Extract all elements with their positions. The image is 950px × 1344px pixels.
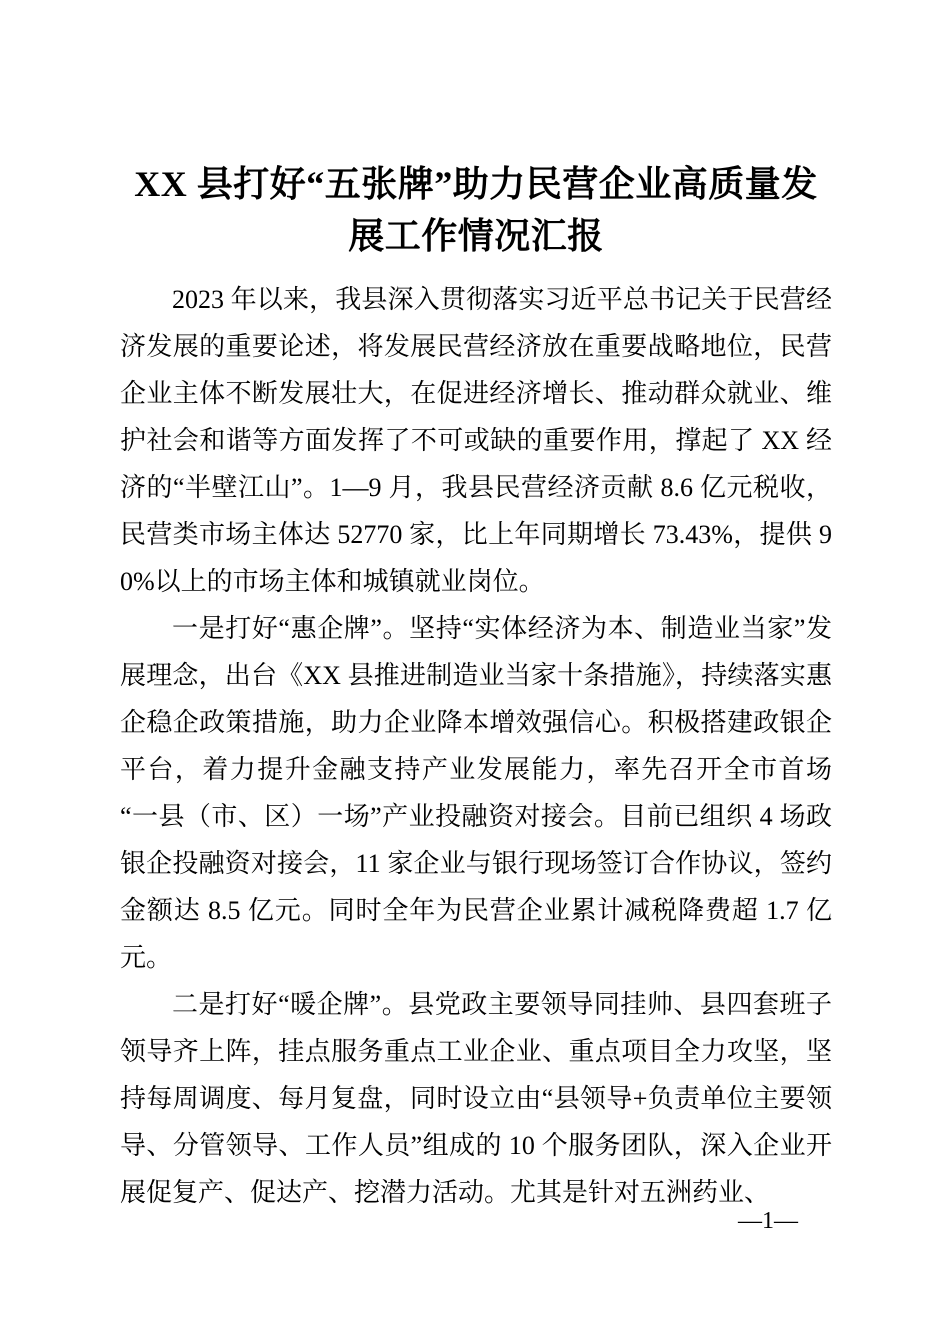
paragraph-card-1-benefit-enterprises: 一是打好“惠企牌”。坚持“实体经济为本、制造业当家”发展理念，出台《XX 县推进制造业当家十条措施》，持续落实惠企稳企政策措施，助力企业降本增效强信心。积极搭建政银企平台，着力提升金融支持产业发展能力，率先召开全市首场“一县（市、区）一场”产业投融资对接会。目前已组织 4 场政银企投融资对接会，11 家企业与银行现场签订合作协议，签约金额达 8.5 亿元。同时全年为民营企业累计减税降费超 1.7 亿元。 <box>120 614 832 972</box>
document-title-line-2: 展工作情况汇报 <box>348 216 604 256</box>
document-body <box>120 276 832 1216</box>
paragraph-overview: 2023 年以来，我县深入贯彻落实习近平总书记关于民营经济发展的重要论述，将发展民营经济放在重要战略地位，民营企业主体不断发展壮大，在促进经济增长、推动群众就业、维护社会和谐等方面发挥了不可或缺的重要作用，撑起了 XX 经济的“半壁江山”。1—9 月，我县民营经济贡献 8.6 亿元税收，民营类市场主体达 52770 家，比上年同期增长 73.43%，提供 90%以上的市场主体和城镇就业岗位。 <box>120 285 832 596</box>
document-title <box>120 158 832 262</box>
document-title-line-1: XX 县打好“五张牌”助力民营企业高质量发 <box>134 164 818 204</box>
paragraph-card-2-warm-enterprises: 二是打好“暖企牌”。县党政主要领导同挂帅、县四套班子领导齐上阵，挂点服务重点工业企业、重点项目全力攻坚，坚持每周调度、每月复盘，同时设立由“县领导+负责单位主要领导、分管领导、工作人员”组成的 10 个服务团队，深入企业开展促复产、促达产、挖潜力活动。尤其是针对五洲药业、 <box>120 990 832 1207</box>
page-number: —1— <box>738 1208 798 1234</box>
